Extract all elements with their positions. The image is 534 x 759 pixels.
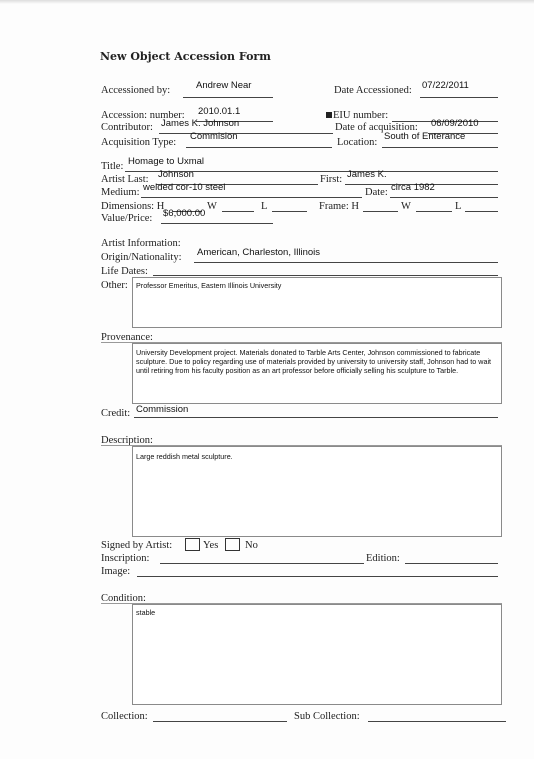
provenance-label: Provenance: (101, 332, 153, 343)
contributor-label: Contributor: (101, 122, 153, 133)
collection-label: Collection: (101, 711, 148, 722)
frame-w-label: W (401, 201, 411, 212)
artist-last-value[interactable]: Johnson (158, 169, 194, 180)
medium-value[interactable]: welded cor-10 steel (143, 182, 226, 193)
scan-edge (0, 0, 534, 4)
description-label: Description: (101, 435, 153, 446)
accessioned-by-value[interactable]: Andrew Near (196, 80, 252, 91)
first-value[interactable]: James K. (347, 169, 387, 180)
frame-h-label: Frame: H (319, 201, 359, 212)
inscription-label: Inscription: (101, 553, 150, 564)
frame-l-label: L (455, 201, 462, 212)
provenance-value: University Development project. Materials donated to Tarble Arts Center, Johnson commissioned to fabricate sculpture. Due to policy regarding use of materials provided by university to university staff, Johnson had to wait until retiring from his faculty position as an art professor before officially selling his sculpture to Tarble. (136, 348, 492, 375)
date-value[interactable]: circa 1982 (391, 182, 435, 193)
condition-label: Condition: (101, 593, 146, 604)
artist-last-label: Artist Last: (101, 174, 149, 185)
acquisition-type-label: Acquisition Type: (101, 137, 177, 148)
origin-nationality-label: Origin/Nationality: (101, 252, 182, 263)
signed-by-artist-label: Signed by Artist: (101, 540, 173, 551)
signed-yes-label: Yes (203, 540, 219, 551)
contributor-value[interactable]: James K. Johnson (161, 118, 240, 129)
accession-number-label: Accession: number: (101, 110, 185, 121)
signed-yes-checkbox[interactable] (185, 538, 200, 551)
dimensions-l-label: L (261, 201, 268, 212)
edition-label: Edition: (366, 553, 400, 564)
date-label: Date: (365, 187, 388, 198)
location-label: Location: (337, 137, 378, 148)
life-dates-label: Life Dates: (101, 266, 148, 277)
dimensions-w-label: W (207, 201, 217, 212)
form-title: New Object Accession Form (100, 50, 271, 63)
dimensions-h-label: Dimensions: H (101, 201, 165, 212)
other-label: Other: (101, 280, 128, 291)
accessioned-by-label: Accessioned by: (101, 85, 171, 96)
acquisition-type-value[interactable]: Commision (190, 131, 238, 142)
accession-number-value[interactable]: 2010.01.1 (198, 106, 241, 117)
eiu-number-label: EIU number: (326, 110, 388, 121)
medium-label: Medium: (101, 187, 140, 198)
origin-nationality-value[interactable]: American, Charleston, Illinois (197, 247, 321, 258)
bullet-icon (326, 112, 332, 118)
signed-no-checkbox[interactable] (225, 538, 240, 551)
description-value: Large reddish metal sculpture. (136, 452, 233, 461)
date-accessioned-value[interactable]: 07/22/2011 (422, 80, 469, 91)
credit-label: Credit: (101, 408, 131, 419)
other-value: Professor Emeritus, Eastern Illinois University (136, 281, 282, 290)
title-value[interactable]: Homage to Uxmal (128, 156, 205, 167)
image-label: Image: (101, 566, 131, 577)
value-price-label: Value/Price: (101, 213, 153, 224)
credit-value[interactable]: Commission (136, 404, 189, 415)
first-label: First: (320, 174, 343, 185)
condition-value: stable (136, 608, 156, 617)
date-of-acquisition-value[interactable]: 06/09/2010 (431, 118, 479, 129)
date-of-acquisition-label: Date of acquisition: (335, 122, 418, 133)
date-accessioned-label: Date Accessioned: (334, 85, 412, 96)
sub-collection-label: Sub Collection: (294, 711, 360, 722)
location-value[interactable]: South of Enterance (384, 131, 466, 142)
value-price-value[interactable]: $6,000.00 (163, 208, 206, 219)
signed-no-label: No (245, 540, 258, 551)
condition-textbox[interactable] (132, 604, 502, 705)
artist-information-label: Artist Information: (101, 238, 181, 249)
title-label: Title: (101, 161, 124, 172)
